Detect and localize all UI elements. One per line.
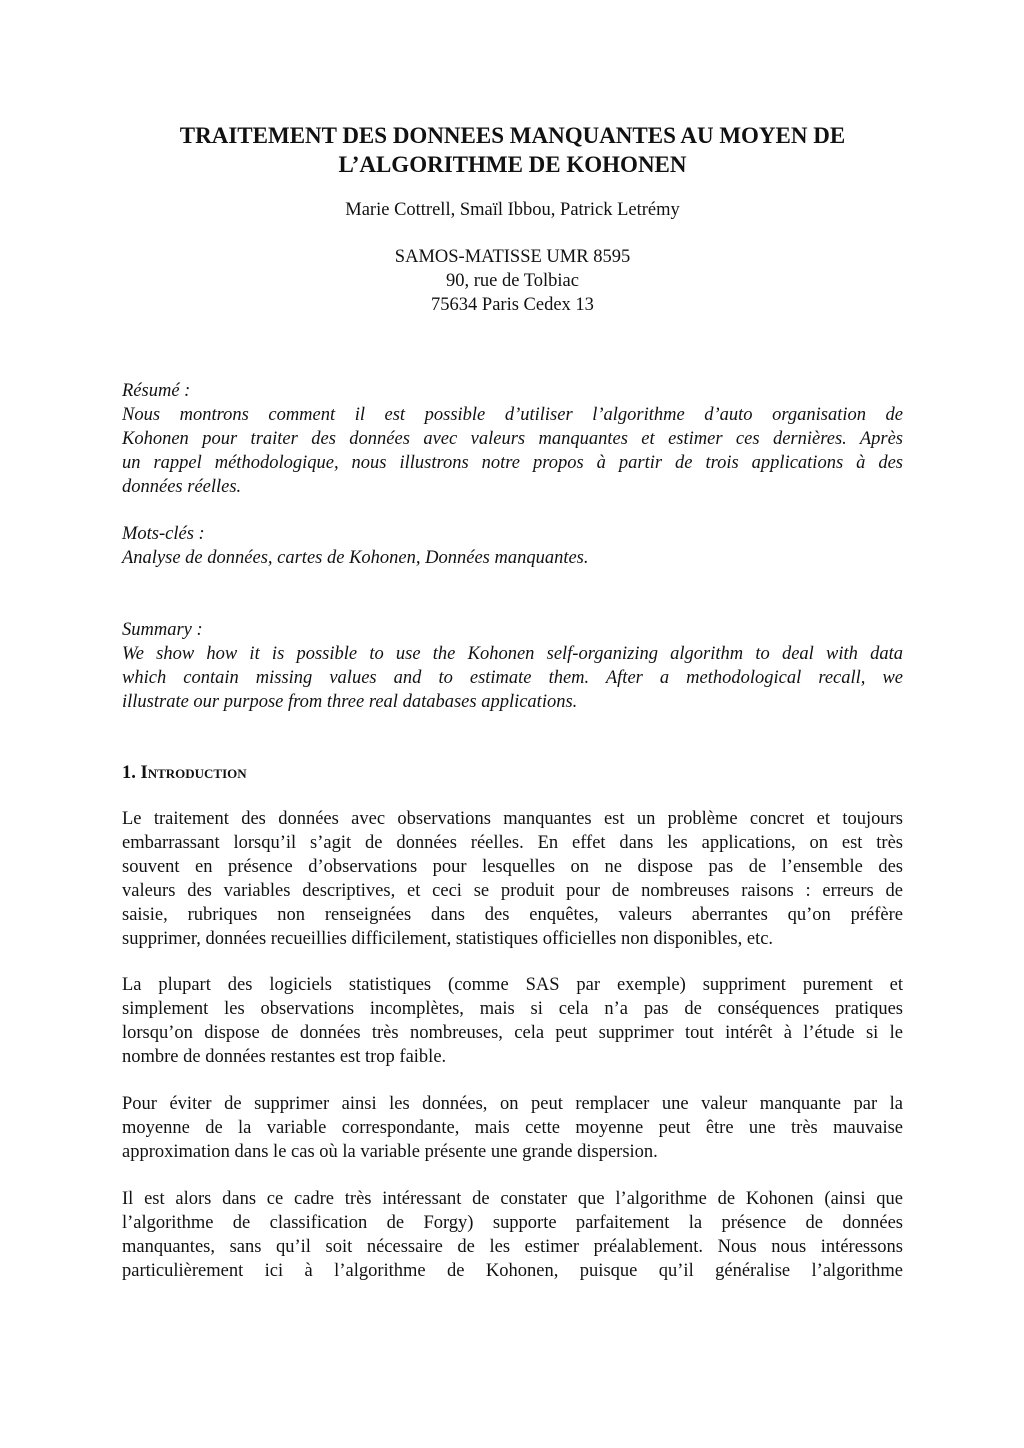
paper-title <box>122 121 903 179</box>
summary-section <box>122 618 903 714</box>
body-paragraph <box>122 1092 903 1164</box>
keywords-text: Analyse de données, cartes de Kohonen, Données manquantes. <box>122 548 589 568</box>
resume-line: données réelles. <box>122 477 242 497</box>
paragraph-line: l’algorithme de classification de Forgy) supporte parfaitement la présence de données <box>122 1213 903 1233</box>
paragraph-line: Le traitement des données avec observations manquantes est un problème concret et toujours <box>122 809 903 829</box>
title-line-2: L’ALGORITHME DE KOHONEN <box>338 152 687 177</box>
section-heading-introduction <box>122 761 247 785</box>
affiliation <box>122 245 903 317</box>
resume-section <box>122 379 903 499</box>
paragraph-line: embarrassant lorsqu’il s’agit de données réelles. En effet dans les applications, on est très <box>122 833 903 853</box>
summary-line: We show how it is possible to use the Kohonen self-organizing algorithm to deal with data <box>122 644 903 664</box>
paragraph-line: La plupart des logiciels statistiques (comme SAS par exemple) suppriment purement et <box>122 975 903 995</box>
resume-line: Nous montrons comment il est possible d’utiliser l’algorithme d’auto organisation de <box>122 405 903 425</box>
paragraph-line: moyenne de la variable correspondante, mais cette moyenne peut être une très mauvaise <box>122 1118 903 1138</box>
body-paragraph <box>122 807 903 951</box>
title-line-1: TRAITEMENT DES DONNEES MANQUANTES AU MOYEN DE <box>179 123 846 148</box>
authors: Marie Cottrell, Smaïl Ibbou, Patrick Letrémy <box>345 200 680 220</box>
paragraph-line: nombre de données restantes est trop faible. <box>122 1047 447 1067</box>
paragraph-line: particulièrement ici à l’algorithme de Kohonen, puisque qu’il généralise l’algorithme <box>122 1261 903 1281</box>
section-number: 1. <box>122 763 141 783</box>
paragraph-line: souvent en présence d’observations pour lesquelles on ne dispose pas de l’ensemble des <box>122 857 903 877</box>
section-title: Introduction <box>140 763 247 783</box>
affiliation-line-3: 75634 Paris Cedex 13 <box>431 295 594 315</box>
summary-line: illustrate our purpose from three real databases applications. <box>122 692 578 712</box>
paragraph-line: approximation dans le cas où la variable présente une grande dispersion. <box>122 1142 658 1162</box>
summary-label: Summary : <box>122 620 203 640</box>
paragraph-line: saisie, rubriques non renseignées dans des enquêtes, valeurs aberrantes qu’on préfère <box>122 905 903 925</box>
paragraph-line: Il est alors dans ce cadre très intéressant de constater que l’algorithme de Kohonen (ainsi que <box>122 1189 903 1209</box>
affiliation-line-1: SAMOS-MATISSE UMR 8595 <box>394 247 631 267</box>
keywords-section <box>122 522 903 570</box>
resume-label: Résumé : <box>122 381 191 401</box>
summary-line: which contain missing values and to estimate them. After a methodological recall, we <box>122 668 903 688</box>
paragraph-line: valeurs des variables descriptives, et ceci se produit pour de nombreuses raisons : erreurs de <box>122 881 903 901</box>
keywords-label: Mots-clés : <box>122 524 205 544</box>
paragraph-line: simplement les observations incomplètes, mais si cela n’a pas de conséquences pratiques <box>122 999 903 1019</box>
paragraph-line: lorsqu’on dispose de données très nombreuses, cela peut supprimer tout intérêt à l’étude si le <box>122 1023 903 1043</box>
paragraph-line: manquantes, sans qu’il soit nécessaire de les estimer préalablement. Nous nous intéressons <box>122 1237 903 1257</box>
body-paragraph <box>122 973 903 1069</box>
body-paragraph <box>122 1187 903 1283</box>
affiliation-line-2: 90, rue de Tolbiac <box>446 271 579 291</box>
resume-line: Kohonen pour traiter des données avec valeurs manquantes et estimer ces dernières. Après <box>122 429 903 449</box>
resume-line: un rappel méthodologique, nous illustrons notre propos à partir de trois applications à des <box>122 453 903 473</box>
paragraph-line: Pour éviter de supprimer ainsi les données, on peut remplacer une valeur manquante par la <box>122 1094 903 1114</box>
paragraph-line: supprimer, données recueillies difficilement, statistiques officielles non disponibles, etc. <box>122 929 774 949</box>
